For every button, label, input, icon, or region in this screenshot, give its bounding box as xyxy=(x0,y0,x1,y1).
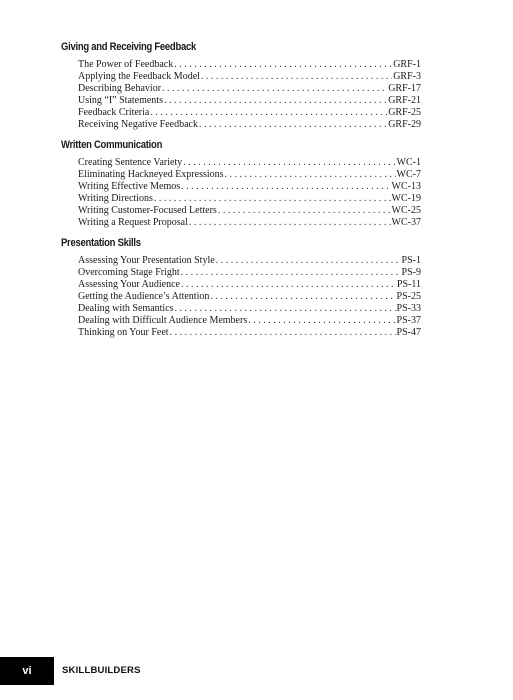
entry-page: WC-19 xyxy=(391,193,421,204)
entry-page: WC-37 xyxy=(391,217,421,228)
toc-entry xyxy=(78,267,421,279)
dot-leader xyxy=(154,193,391,205)
entry-title: Writing Effective Memos xyxy=(78,181,181,192)
entry-title: Writing a Request Proposal xyxy=(78,217,188,228)
dot-leader xyxy=(201,71,392,83)
toc-entry xyxy=(78,303,421,315)
dot-leader xyxy=(181,279,396,291)
dot-leader xyxy=(216,255,401,267)
toc-entry xyxy=(78,59,421,71)
toc-entry xyxy=(78,119,421,131)
section-entries xyxy=(61,255,421,339)
toc-entry xyxy=(78,71,421,83)
entry-page: WC-25 xyxy=(391,205,421,216)
section-entries xyxy=(61,59,421,131)
toc-entry xyxy=(78,157,421,169)
toc-entry xyxy=(78,291,421,303)
toc-entry xyxy=(78,255,421,267)
toc-entry xyxy=(78,107,421,119)
entry-title: Applying the Feedback Model xyxy=(78,71,200,82)
dot-leader xyxy=(162,83,387,95)
entry-page: GRF-29 xyxy=(388,119,421,130)
toc-entry xyxy=(78,95,421,107)
entry-page: PS-11 xyxy=(396,279,421,290)
section-title: Presentation Skills xyxy=(61,237,141,249)
entry-title: Overcoming Stage Fright xyxy=(78,267,180,278)
entry-title: Writing Customer-Focused Letters xyxy=(78,205,217,216)
dot-leader xyxy=(199,119,387,131)
entry-title: Assessing Your Presentation Style xyxy=(78,255,215,266)
toc-entry xyxy=(78,327,421,339)
entry-title: Eliminating Hackneyed Expressions xyxy=(78,169,224,180)
entry-title: Getting the Audience’s Attention xyxy=(78,291,210,302)
toc-entry xyxy=(78,193,421,205)
entry-page: WC-7 xyxy=(396,169,421,180)
section-title: Written Communication xyxy=(61,139,163,151)
entry-title: Creating Sentence Variety xyxy=(78,157,183,168)
entry-page: GRF-21 xyxy=(388,95,421,106)
entry-page: GRF-25 xyxy=(388,107,421,118)
toc-section-feedback xyxy=(61,40,421,131)
dot-leader xyxy=(210,291,395,303)
table-of-contents xyxy=(61,40,421,346)
toc-section-presentation-skills xyxy=(61,236,421,339)
entry-page: PS-47 xyxy=(396,327,421,338)
dot-leader xyxy=(175,303,396,315)
dot-leader xyxy=(225,169,396,181)
entry-page: PS-1 xyxy=(401,255,421,266)
dot-leader xyxy=(174,59,392,71)
dot-leader xyxy=(181,267,401,279)
dot-leader xyxy=(181,181,390,193)
entry-title: Thinking on Your Feet xyxy=(78,327,169,338)
dot-leader xyxy=(189,217,391,229)
toc-entry xyxy=(78,217,421,229)
entry-title: Writing Directions xyxy=(78,193,153,204)
toc-entry xyxy=(78,181,421,193)
entry-page: PS-37 xyxy=(396,315,421,326)
entry-page: GRF-1 xyxy=(393,59,421,70)
entry-title: Using “I” Statements xyxy=(78,95,163,106)
entry-title: Assessing Your Audience xyxy=(78,279,180,290)
entry-page: PS-33 xyxy=(396,303,421,314)
section-entries xyxy=(61,157,421,229)
dot-leader xyxy=(248,315,395,327)
entry-title: Dealing with Semantics xyxy=(78,303,174,314)
entry-title: Dealing with Difficult Audience Members xyxy=(78,315,248,326)
entry-page: PS-25 xyxy=(396,291,421,302)
toc-entry xyxy=(78,169,421,181)
toc-entry xyxy=(78,315,421,327)
series-brand: SKILLBUILDERS xyxy=(62,665,141,676)
toc-entry xyxy=(78,83,421,95)
entry-page: GRF-17 xyxy=(388,83,421,94)
dot-leader xyxy=(218,205,391,217)
dot-leader xyxy=(164,95,387,107)
dot-leader xyxy=(183,157,395,169)
toc-entry xyxy=(78,205,421,217)
toc-entry xyxy=(78,279,421,291)
page-footer xyxy=(0,657,513,685)
page-number-tab: vi xyxy=(0,657,54,685)
entry-page: PS-9 xyxy=(401,267,421,278)
entry-page: GRF-3 xyxy=(393,71,421,82)
entry-title: Receiving Negative Feedback xyxy=(78,119,198,130)
toc-section-written-communication xyxy=(61,138,421,229)
dot-leader xyxy=(150,107,387,119)
entry-title: Describing Behavior xyxy=(78,83,162,94)
entry-page: WC-1 xyxy=(396,157,421,168)
section-title: Giving and Receiving Feedback xyxy=(61,41,196,53)
entry-title: Feedback Criteria xyxy=(78,107,150,118)
entry-page: WC-13 xyxy=(391,181,421,192)
dot-leader xyxy=(170,327,396,339)
entry-title: The Power of Feedback xyxy=(78,59,174,70)
